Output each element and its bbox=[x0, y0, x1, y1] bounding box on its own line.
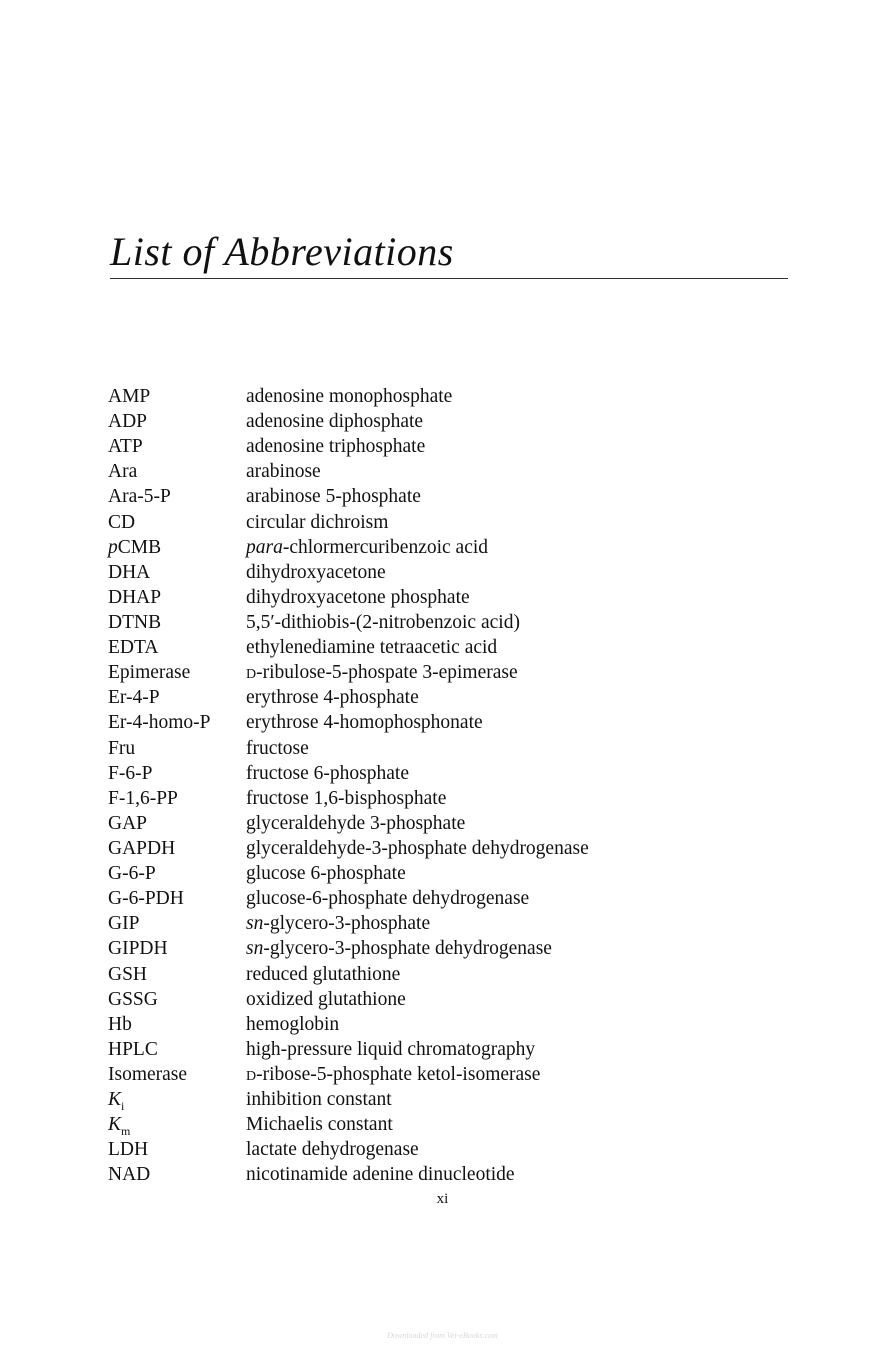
abbreviation-definition: glyceraldehyde 3-phosphate bbox=[246, 812, 466, 834]
abbreviation-row bbox=[108, 987, 748, 1012]
abbreviation-term: LDH bbox=[108, 1139, 149, 1161]
abbreviation-definition: fructose bbox=[246, 737, 309, 759]
abbreviation-row bbox=[108, 384, 748, 409]
abbreviation-row bbox=[108, 786, 748, 811]
abbreviation-row bbox=[108, 1162, 748, 1187]
abbreviation-term: GIPDH bbox=[108, 938, 168, 960]
title-rule bbox=[110, 278, 788, 279]
abbreviation-term: GIP bbox=[108, 913, 140, 935]
abbreviation-term: G-6-PDH bbox=[108, 888, 184, 910]
abbreviation-row bbox=[108, 1037, 748, 1062]
abbreviation-definition: d-ribulose-5-phospate 3-epimerase bbox=[246, 662, 518, 684]
page-title: List of Abbreviations bbox=[110, 229, 454, 274]
abbreviation-term: Ara bbox=[108, 461, 138, 483]
abbreviation-row bbox=[108, 1112, 748, 1137]
abbreviation-definition: sn-glycero-3-phosphate dehydrogenase bbox=[246, 938, 552, 960]
abbreviation-term: Epimerase bbox=[108, 662, 191, 684]
abbreviation-term: Hb bbox=[108, 1013, 132, 1035]
abbreviation-definition: dihydroxyacetone phosphate bbox=[246, 586, 470, 608]
abbreviation-term: G-6-P bbox=[108, 863, 156, 885]
abbreviation-list bbox=[108, 384, 748, 1188]
abbreviation-row bbox=[108, 761, 748, 786]
abbreviation-term: $K_i$ bbox=[108, 1089, 125, 1113]
abbreviation-term: DHAP bbox=[108, 586, 162, 608]
abbreviation-row bbox=[108, 560, 748, 585]
abbreviation-term: Er-4-P bbox=[108, 687, 160, 709]
abbreviation-definition: oxidized glutathione bbox=[246, 988, 406, 1010]
abbreviation-row bbox=[108, 911, 748, 936]
abbreviation-row bbox=[108, 936, 748, 961]
abbreviation-row bbox=[108, 434, 748, 459]
abbreviation-term: pCMB bbox=[108, 536, 162, 558]
abbreviation-definition: reduced glutathione bbox=[246, 963, 401, 985]
abbreviation-definition: para-chlormercuribenzoic acid bbox=[246, 536, 489, 558]
abbreviation-row bbox=[108, 811, 748, 836]
abbreviation-term: NAD bbox=[108, 1164, 151, 1186]
abbreviation-definition: glyceraldehyde-3-phosphate dehydrogenase bbox=[246, 837, 589, 859]
abbreviation-definition: lactate dehydrogenase bbox=[246, 1139, 419, 1161]
abbreviation-term: GSH bbox=[108, 963, 148, 985]
abbreviation-row bbox=[108, 585, 748, 610]
abbreviation-row bbox=[108, 861, 748, 886]
abbreviation-term: F-6-P bbox=[108, 762, 153, 784]
abbreviation-definition: nicotinamide adenine dinucleotide bbox=[246, 1164, 515, 1186]
abbreviation-definition: Michaelis constant bbox=[246, 1114, 393, 1136]
abbreviation-term: CD bbox=[108, 511, 136, 533]
abbreviation-term: Er-4-homo-P bbox=[108, 712, 211, 734]
abbreviation-definition: arabinose bbox=[246, 461, 321, 483]
abbreviation-term: HPLC bbox=[108, 1038, 158, 1060]
abbreviation-term: DHA bbox=[108, 561, 151, 583]
abbreviation-row bbox=[108, 1087, 748, 1112]
abbreviation-term: GAPDH bbox=[108, 837, 176, 859]
abbreviation-definition: erythrose 4-homophosphonate bbox=[246, 712, 483, 734]
abbreviation-row bbox=[108, 459, 748, 484]
abbreviation-row bbox=[108, 535, 748, 560]
abbreviation-term: DTNB bbox=[108, 611, 162, 633]
abbreviation-definition: adenosine monophosphate bbox=[246, 386, 453, 407]
abbreviation-definition: d-ribose-5-phosphate ketol-isomerase bbox=[246, 1063, 541, 1085]
abbreviation-row bbox=[108, 1062, 748, 1087]
page-number: xi bbox=[436, 1191, 449, 1207]
abbreviation-row bbox=[108, 660, 748, 685]
abbreviation-term: ATP bbox=[108, 436, 143, 458]
abbreviation-row bbox=[108, 1137, 748, 1162]
abbreviation-term: Isomerase bbox=[108, 1063, 188, 1085]
abbreviation-definition: erythrose 4-phosphate bbox=[246, 687, 419, 709]
abbreviation-definition: fructose 1,6-bisphosphate bbox=[246, 787, 447, 809]
abbreviation-definition: ethylenediamine tetraacetic acid bbox=[246, 637, 498, 659]
abbreviation-term: Ara-5-P bbox=[108, 486, 171, 508]
abbreviation-definition: adenosine triphosphate bbox=[246, 436, 426, 458]
abbreviation-definition: glucose-6-phosphate dehydrogenase bbox=[246, 888, 530, 910]
abbreviation-row bbox=[108, 510, 748, 535]
abbreviation-term: $K_m$ bbox=[108, 1114, 131, 1139]
abbreviation-definition: sn-glycero-3-phosphate bbox=[246, 913, 431, 935]
abbreviation-definition: fructose 6-phosphate bbox=[246, 762, 409, 784]
abbreviation-definition: inhibition constant bbox=[246, 1089, 392, 1111]
abbreviation-row bbox=[108, 962, 748, 987]
abbreviation-definition: high-pressure liquid chromatography bbox=[246, 1038, 536, 1060]
abbreviation-row bbox=[108, 710, 748, 735]
abbreviation-row bbox=[108, 685, 748, 710]
abbreviation-definition: adenosine diphosphate bbox=[246, 411, 424, 433]
abbreviation-row bbox=[108, 736, 748, 761]
abbreviation-term: GSSG bbox=[108, 988, 158, 1010]
abbreviation-definition: circular dichroism bbox=[246, 511, 389, 533]
watermark: Downloaded from Vet-eBooks.com bbox=[387, 1331, 498, 1340]
abbreviation-term: ADP bbox=[108, 411, 148, 433]
abbreviation-term: F-1,6-PP bbox=[108, 787, 178, 809]
abbreviation-row bbox=[108, 635, 748, 660]
abbreviation-term: AMP bbox=[108, 386, 151, 407]
abbreviation-row bbox=[108, 836, 748, 861]
abbreviation-term: GAP bbox=[108, 812, 148, 834]
abbreviation-term: EDTA bbox=[108, 637, 159, 659]
abbreviation-row bbox=[108, 484, 748, 509]
abbreviation-row bbox=[108, 610, 748, 635]
abbreviation-row bbox=[108, 886, 748, 911]
abbreviation-definition: arabinose 5-phosphate bbox=[246, 486, 421, 508]
abbreviation-row bbox=[108, 409, 748, 434]
abbreviation-definition: 5,5′-dithiobis-(2-nitrobenzoic acid) bbox=[246, 611, 520, 633]
abbreviation-definition: glucose 6-phosphate bbox=[246, 863, 406, 885]
abbreviation-row bbox=[108, 1012, 748, 1037]
abbreviation-definition: dihydroxyacetone bbox=[246, 561, 386, 583]
abbreviation-definition: hemoglobin bbox=[246, 1013, 340, 1035]
abbreviation-term: Fru bbox=[108, 737, 136, 759]
